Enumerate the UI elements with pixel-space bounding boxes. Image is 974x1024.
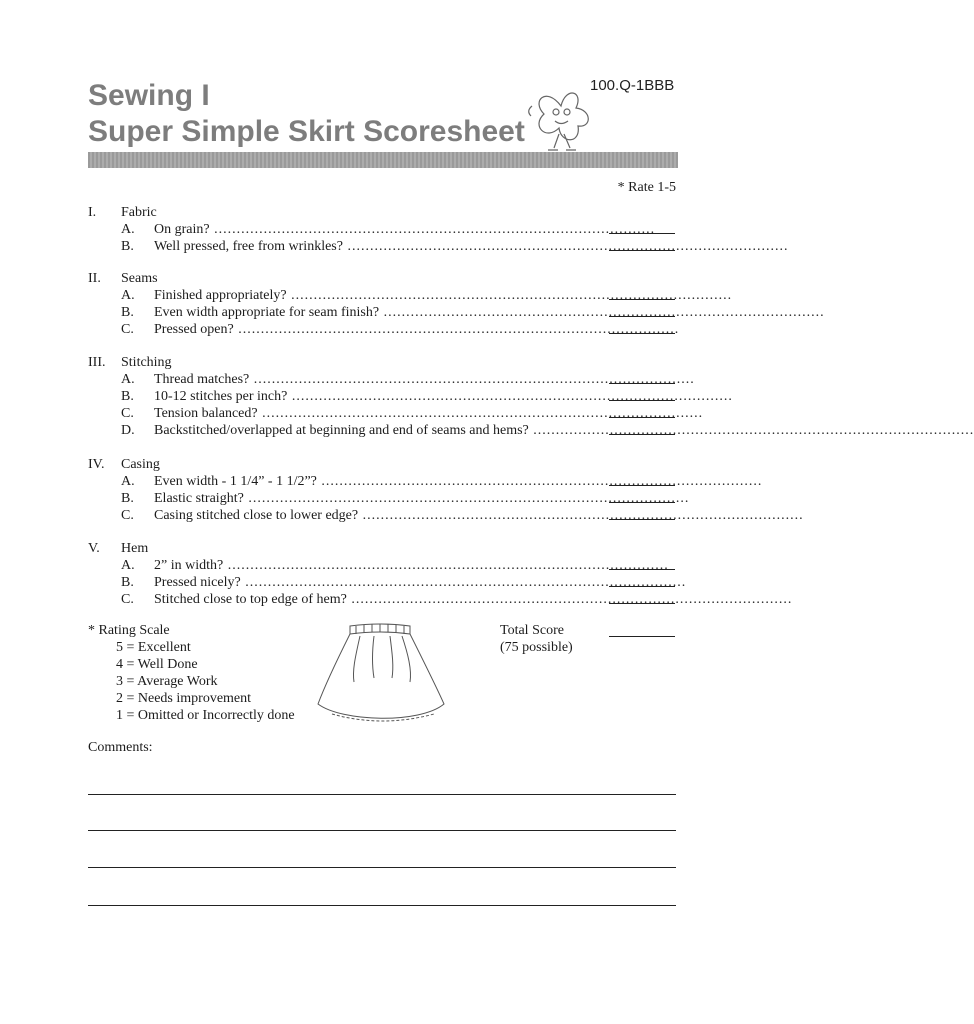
title-line-1: Sewing I bbox=[88, 79, 210, 112]
item-text: Casing stitched close to lower edge? bbox=[154, 508, 359, 523]
item-letter: B. bbox=[121, 491, 134, 506]
rating-line: 5 = Excellent bbox=[116, 640, 191, 655]
item-letter: A. bbox=[121, 222, 135, 237]
score-blank[interactable] bbox=[609, 417, 675, 418]
comment-line[interactable] bbox=[88, 867, 676, 868]
item-text: Finished appropriately? bbox=[154, 288, 287, 303]
section-numeral: IV. bbox=[88, 457, 105, 472]
section-title: Hem bbox=[121, 541, 149, 556]
item-text: Even width - 1 1/4” - 1 1/2”? bbox=[154, 474, 317, 489]
item-text: On grain? bbox=[154, 222, 210, 237]
score-blank[interactable] bbox=[609, 586, 675, 587]
section-title: Fabric bbox=[121, 205, 157, 220]
rating-line: 1 = Omitted or Incorrectly done bbox=[116, 708, 295, 723]
section-seams bbox=[88, 270, 825, 338]
checklist-item: 2” in width? .................................................................................................. bbox=[154, 558, 669, 573]
score-blank[interactable] bbox=[609, 603, 675, 604]
rating-scale bbox=[88, 622, 295, 724]
checklist-item: Backstitched/overlapped at beginning and end of seams and hems? .................................................................................................. bbox=[154, 423, 974, 438]
checklist-item: Thread matches? .................................................................................................. bbox=[154, 372, 695, 387]
section-fabric bbox=[88, 204, 789, 255]
section-title: Stitching bbox=[121, 355, 172, 370]
item-text: Even width appropriate for seam finish? bbox=[154, 305, 380, 320]
rate-note: * Rate 1-5 bbox=[617, 180, 676, 195]
score-blank[interactable] bbox=[609, 400, 675, 401]
item-letter: D. bbox=[121, 423, 135, 438]
skirt-illustration-icon bbox=[312, 618, 452, 726]
item-text: 10-12 stitches per inch? bbox=[154, 389, 288, 404]
item-letter: A. bbox=[121, 372, 135, 387]
item-letter: C. bbox=[121, 406, 134, 421]
rating-line: 4 = Well Done bbox=[116, 657, 198, 672]
title-line-2: Super Simple Skirt Scoresheet bbox=[88, 115, 525, 148]
comment-line[interactable] bbox=[88, 794, 676, 795]
item-letter: C. bbox=[121, 592, 134, 607]
total-score-label: Total Score bbox=[500, 623, 564, 638]
checklist-item: 10-12 stitches per inch? .................................................................................................. bbox=[154, 389, 733, 404]
section-numeral: V. bbox=[88, 541, 100, 556]
score-blank[interactable] bbox=[609, 299, 675, 300]
item-letter: A. bbox=[121, 558, 135, 573]
score-blank[interactable] bbox=[609, 333, 675, 334]
score-blank[interactable] bbox=[609, 519, 675, 520]
comment-line[interactable] bbox=[88, 905, 676, 906]
item-letter: A. bbox=[121, 288, 135, 303]
checklist-item: Finished appropriately? .................................................................................................. bbox=[154, 288, 733, 303]
score-blank[interactable] bbox=[609, 233, 675, 234]
item-text: Backstitched/overlapped at beginning and end of seams and hems? bbox=[154, 423, 529, 438]
item-text: 2” in width? bbox=[154, 558, 224, 573]
item-text: Pressed open? bbox=[154, 322, 234, 337]
item-letter: C. bbox=[121, 508, 134, 523]
score-blank[interactable] bbox=[609, 485, 675, 486]
header-divider-bar bbox=[88, 152, 678, 168]
rating-line: 2 = Needs improvement bbox=[116, 691, 252, 706]
item-text: Thread matches? bbox=[154, 372, 250, 387]
score-blank[interactable] bbox=[609, 383, 675, 384]
section-numeral: I. bbox=[88, 205, 97, 220]
score-blank[interactable] bbox=[609, 502, 675, 503]
section-hem bbox=[88, 540, 793, 608]
comment-line[interactable] bbox=[88, 830, 676, 831]
item-text: Well pressed, free from wrinkles? bbox=[154, 239, 343, 254]
comments-label: Comments: bbox=[88, 740, 153, 755]
checklist-item: Pressed open? .................................................................................................. bbox=[154, 322, 680, 337]
checklist-item: Well pressed, free from wrinkles? .................................................................................................. bbox=[154, 239, 789, 254]
section-stitching bbox=[88, 354, 974, 439]
score-blank[interactable] bbox=[609, 569, 675, 570]
clover-mascot-icon bbox=[526, 76, 596, 156]
section-numeral: II. bbox=[88, 271, 101, 286]
rating-scale-title: * Rating Scale bbox=[88, 623, 170, 638]
item-letter: B. bbox=[121, 305, 134, 320]
score-blank[interactable] bbox=[609, 316, 675, 317]
item-text: Stitched close to top edge of hem? bbox=[154, 592, 347, 607]
checklist-item: Pressed nicely? .................................................................................................. bbox=[154, 575, 687, 590]
rating-line: 3 = Average Work bbox=[116, 674, 218, 689]
score-blank[interactable] bbox=[609, 250, 675, 251]
score-blank[interactable] bbox=[609, 434, 675, 435]
item-letter: C. bbox=[121, 322, 134, 337]
item-letter: A. bbox=[121, 474, 135, 489]
total-score-blank[interactable] bbox=[609, 636, 675, 637]
item-letter: B. bbox=[121, 239, 134, 254]
checklist-item: Even width appropriate for seam finish? .................................................................................................. bbox=[154, 305, 825, 320]
item-letter: B. bbox=[121, 389, 134, 404]
item-text: Pressed nicely? bbox=[154, 575, 241, 590]
total-score bbox=[500, 622, 573, 656]
section-numeral: III. bbox=[88, 355, 106, 370]
section-casing bbox=[88, 456, 804, 524]
item-text: Tension balanced? bbox=[154, 406, 258, 421]
section-title: Casing bbox=[121, 457, 160, 472]
section-title: Seams bbox=[121, 271, 158, 286]
checklist-item: Tension balanced? .................................................................................................. bbox=[154, 406, 704, 421]
checklist-item: Stitched close to top edge of hem? .................................................................................................. bbox=[154, 592, 793, 607]
checklist-item: On grain? .................................................................................................. bbox=[154, 222, 656, 237]
item-text: Elastic straight? bbox=[154, 491, 244, 506]
total-possible: (75 possible) bbox=[500, 640, 573, 655]
checklist-item: Casing stitched close to lower edge? .................................................................................................. bbox=[154, 508, 804, 523]
item-letter: B. bbox=[121, 575, 134, 590]
form-code: 100.Q-1BBB bbox=[590, 77, 675, 94]
checklist-item: Even width - 1 1/4” - 1 1/2”? .................................................................................................. bbox=[154, 474, 763, 489]
checklist-item: Elastic straight? .................................................................................................. bbox=[154, 491, 690, 506]
